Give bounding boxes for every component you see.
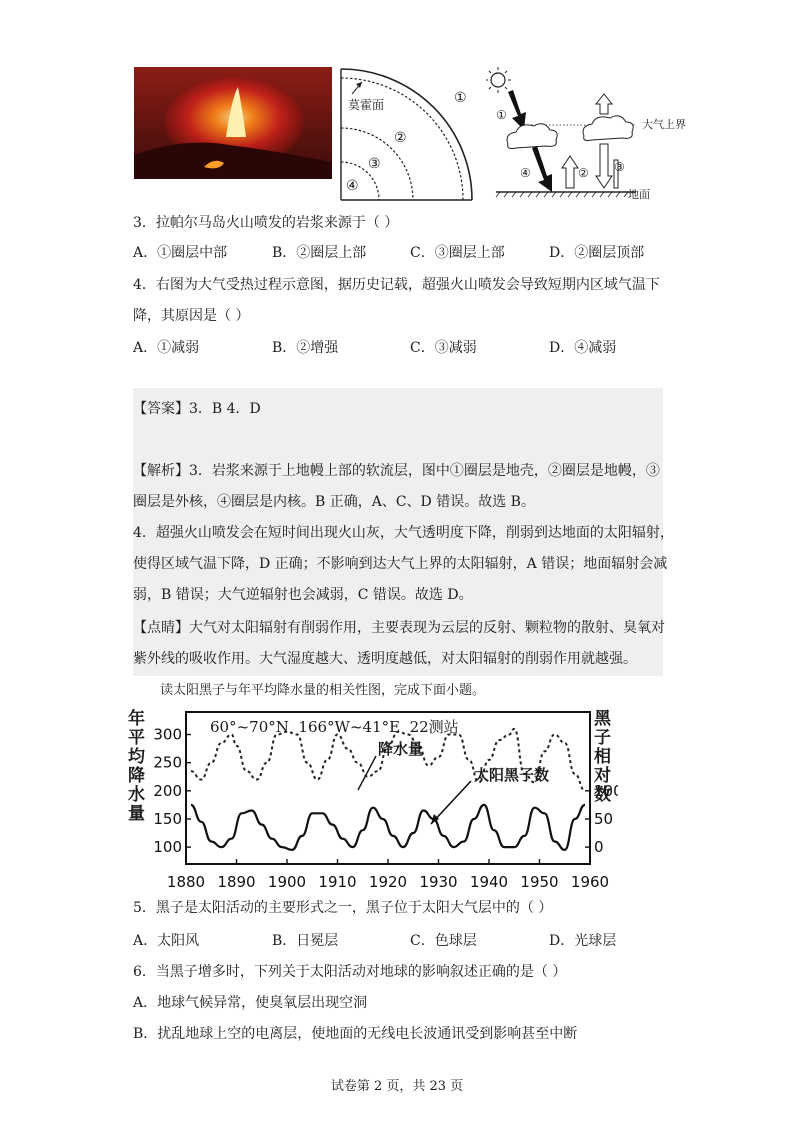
volcano-photo xyxy=(134,67,332,179)
q4-option-d[interactable]: D．④减弱 xyxy=(549,340,617,356)
y-label-left: 年平均降水量 xyxy=(128,709,145,824)
y-tick-label-right: 100 xyxy=(594,781,618,800)
q5-option-a[interactable]: A．太阳风 xyxy=(133,933,200,949)
x-tick-label: 1940 xyxy=(469,873,509,891)
layer-3-label: ③ xyxy=(368,156,381,172)
analysis-line-1: 【解析】3．岩浆来源于上地幔上部的软流层，图中①圈层是地壳，②圈层是地幔，③ xyxy=(133,463,660,479)
atm-label-3: ③ xyxy=(614,160,625,174)
x-tick-label: 1900 xyxy=(267,873,307,891)
q3-option-c[interactable]: C．③圈层上部 xyxy=(410,245,505,261)
q5-option-c[interactable]: C．色球层 xyxy=(410,933,477,949)
q4-stem-line2: 降，其原因是（ ） xyxy=(133,308,250,324)
layer-4-label: ④ xyxy=(346,178,359,194)
y-tick-label-left: 150 xyxy=(153,809,182,828)
analysis-line-2: 圈层是外核，④圈层是内核。B 正确，A、C、D 错误。故选 B。 xyxy=(133,494,535,510)
q5-option-d[interactable]: D．光球层 xyxy=(549,933,617,949)
sunspot-series-line xyxy=(191,805,585,850)
y-tick-label-right: 50 xyxy=(594,809,614,828)
x-tick-label: 1920 xyxy=(368,873,408,891)
atmosphere-heating-diagram xyxy=(486,64,698,204)
analysis-line-4: 使得区域气温下降，D 正确；不影响到达大气上界的太阳辐射，A 错误；地面辐射会减 xyxy=(133,556,668,572)
chart-intro: 读太阳黑子与年平均降水量的相关性图，完成下面小题。 xyxy=(160,683,486,698)
x-tick-label: 1880 xyxy=(166,873,206,891)
atm-label-4: ④ xyxy=(520,166,531,180)
atm-label-2: ② xyxy=(578,166,589,180)
sunspot-precip-chart xyxy=(126,706,618,892)
y-tick-label-left: 200 xyxy=(153,781,182,800)
x-tick-label: 1930 xyxy=(419,873,458,891)
q6-stem: 6．当黑子增多时，下列关于太阳活动对地球的影响叙述正确的是（ ） xyxy=(133,964,567,980)
sun-icon xyxy=(491,73,505,87)
q6-option-a[interactable]: A．地球气候异常，使臭氧层出现空洞 xyxy=(133,995,368,1011)
x-tick-label: 1950 xyxy=(520,873,559,891)
y-label-right: 黑子相对数 xyxy=(594,709,611,805)
q6-option-b[interactable]: B．扰乱地球上空的电离层，使地面的无线电长波通讯受到影响甚至中断 xyxy=(133,1026,578,1042)
earth-structure-diagram xyxy=(338,66,476,206)
q4-option-a[interactable]: A．①减弱 xyxy=(133,340,200,356)
layer-2-label: ② xyxy=(394,130,407,146)
chart-annotation: 60°~70°N 166°W~41°E 22测站 xyxy=(210,718,459,736)
q3-option-d[interactable]: D．②圈层顶部 xyxy=(549,245,645,261)
analysis-line-5: 弱，B 错误；大气逆辐射也会减弱，C 错误。故选 D。 xyxy=(133,587,473,603)
atm-label-1: ① xyxy=(496,108,507,122)
q4-option-b[interactable]: B．②增强 xyxy=(272,340,339,356)
y-tick-label-right: 0 xyxy=(594,838,604,857)
legend-sunspot: 太阳黑子数 xyxy=(474,766,550,784)
precip-pointer-line xyxy=(358,756,376,790)
x-tick-label: 1960 xyxy=(570,873,610,891)
q3-stem: 3．拉帕尔马岛火山喷发的岩浆来源于（ ） xyxy=(133,215,399,231)
legend-precipitation: 降水量 xyxy=(378,740,424,758)
analysis-line-7: 紫外线的吸收作用。大气湿度越大、透明度越低，对太阳辐射的削弱作用就越强。 xyxy=(133,651,637,667)
q3-option-b[interactable]: B．②圈层上部 xyxy=(272,245,367,261)
q4-option-c[interactable]: C．③减弱 xyxy=(410,340,477,356)
x-tick-label: 1890 xyxy=(217,873,256,891)
answer-line: 【答案】3．B 4．D xyxy=(133,401,261,417)
y-tick-label-left: 100 xyxy=(153,838,182,857)
y-tick-label-left: 300 xyxy=(153,725,182,744)
q5-option-b[interactable]: B．日冕层 xyxy=(272,933,339,949)
moho-label: 莫霍面 xyxy=(348,98,385,112)
page-footer: 试卷第 2 页，共 23 页 xyxy=(330,1079,464,1094)
y-tick-label-left: 250 xyxy=(153,753,182,772)
analysis-line-6: 【点睛】大气对太阳辐射有削弱作用，主要表现为云层的反射、颗粒物的散射、臭氧对 xyxy=(133,620,665,636)
analysis-line-3: 4．超强火山喷发会在短时间出现火山灰，大气透明度下降，削弱到达地面的太阳辐射， xyxy=(133,525,674,541)
x-tick-label: 1910 xyxy=(318,873,357,891)
atm-ground-label: 地面 xyxy=(628,188,650,201)
atm-top-label: 大气上界 xyxy=(642,118,686,131)
layer-1-label: ① xyxy=(454,90,467,106)
q3-option-a[interactable]: A．①圈层中部 xyxy=(133,245,228,261)
q5-stem: 5．黑子是太阳活动的主要形式之一，黑子位于太阳大气层中的（ ） xyxy=(133,900,553,916)
q4-stem-line1: 4．右图为大气受热过程示意图，据历史记载，超强火山喷发会导致短期内区域气温下 xyxy=(133,277,660,293)
